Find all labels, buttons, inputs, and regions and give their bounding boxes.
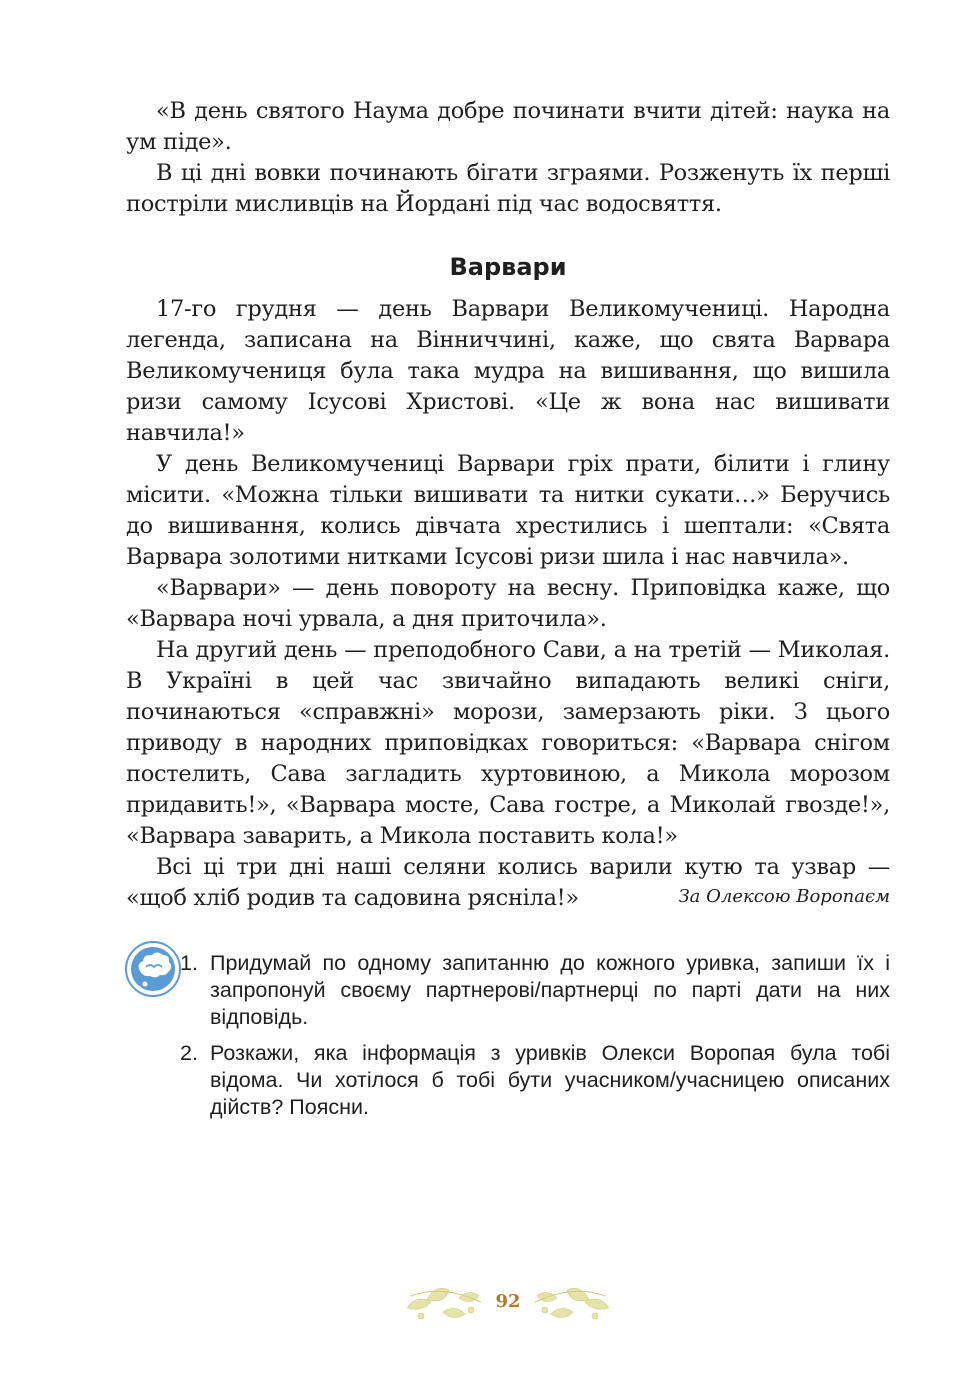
page-footer — [403, 1278, 613, 1328]
task-number: 1. — [180, 951, 198, 975]
task-item — [180, 1040, 890, 1121]
task-number: 2. — [180, 1041, 198, 1065]
paragraph: Всі ці три дні наші селяни колись варили кутю та узвар — «щоб хліб родив та садовина рясніла!» — [126, 854, 890, 911]
task-item — [180, 950, 890, 1031]
paragraph: У день Великомучениці Варвари гріх прати, білити і глину місити. «Можна тільки вишивати та нитки сукати…» Беручись до вишивання, колись дівчата хрестились і шептали: «Свята Варвара золотими нитками Ісусові ризи шила і нас навчила». — [126, 451, 890, 570]
attribution: За Олексою Воропаєм — [678, 886, 890, 907]
page-number: 92 — [495, 1291, 521, 1312]
task-list — [180, 950, 890, 1121]
intro-text — [126, 96, 890, 220]
paragraph: 17-го грудня — день Варвари Великомучениці. Народна легенда, записана на Вінниччині, каже, що свята Варвара Великомучениця була така мудра на вишивання, що вишила ризи самому Ісусові Христові. «Це ж вона нас вишивати навчила!» — [126, 296, 890, 446]
paragraph: На другий день — преподобного Сави, а на третій — Миколая. В Україні в цей час звичайно випадають великі сніги, починаються «справжні» морози, замерзають ріки. З цього приводу в народних приповідках говориться: «Варвара снігом постелить, Сава загладить хуртовиною, а Микола морозом придавить!», «Варвара мосте, Сава гостре, а Миколай гвозде!», «Варвара заварить, а Микола поставить кола!» — [126, 637, 890, 849]
section-heading: Варвари — [449, 253, 567, 281]
section-body — [126, 294, 890, 914]
thinking-cloud-icon — [124, 940, 182, 998]
paragraph: «В день святого Наума добре починати вчити дітей: наука на ум піде». — [126, 98, 890, 155]
task-text: Розкажи, яка інформація з уривків Олекси Воропая була тобі відома. Чи хотілося б тобі бути учасником/учасницею описаних дійств? Поясни. — [210, 1041, 890, 1119]
paragraph: «Варвари» — день повороту на весну. Приповідка каже, що «Варвара ночі урвала, а дня приточила». — [126, 575, 890, 632]
paragraph: В ці дні вовки починають бігати зграями. Розженуть їх перші постріли мисливців на Йордані під час водосвяття. — [126, 160, 890, 217]
task-text: Придумай по одному запитанню до кожного уривка, запиши їх і запропонуй своєму партнерові/партнерці по парті дати на них відповідь. — [210, 951, 890, 1029]
